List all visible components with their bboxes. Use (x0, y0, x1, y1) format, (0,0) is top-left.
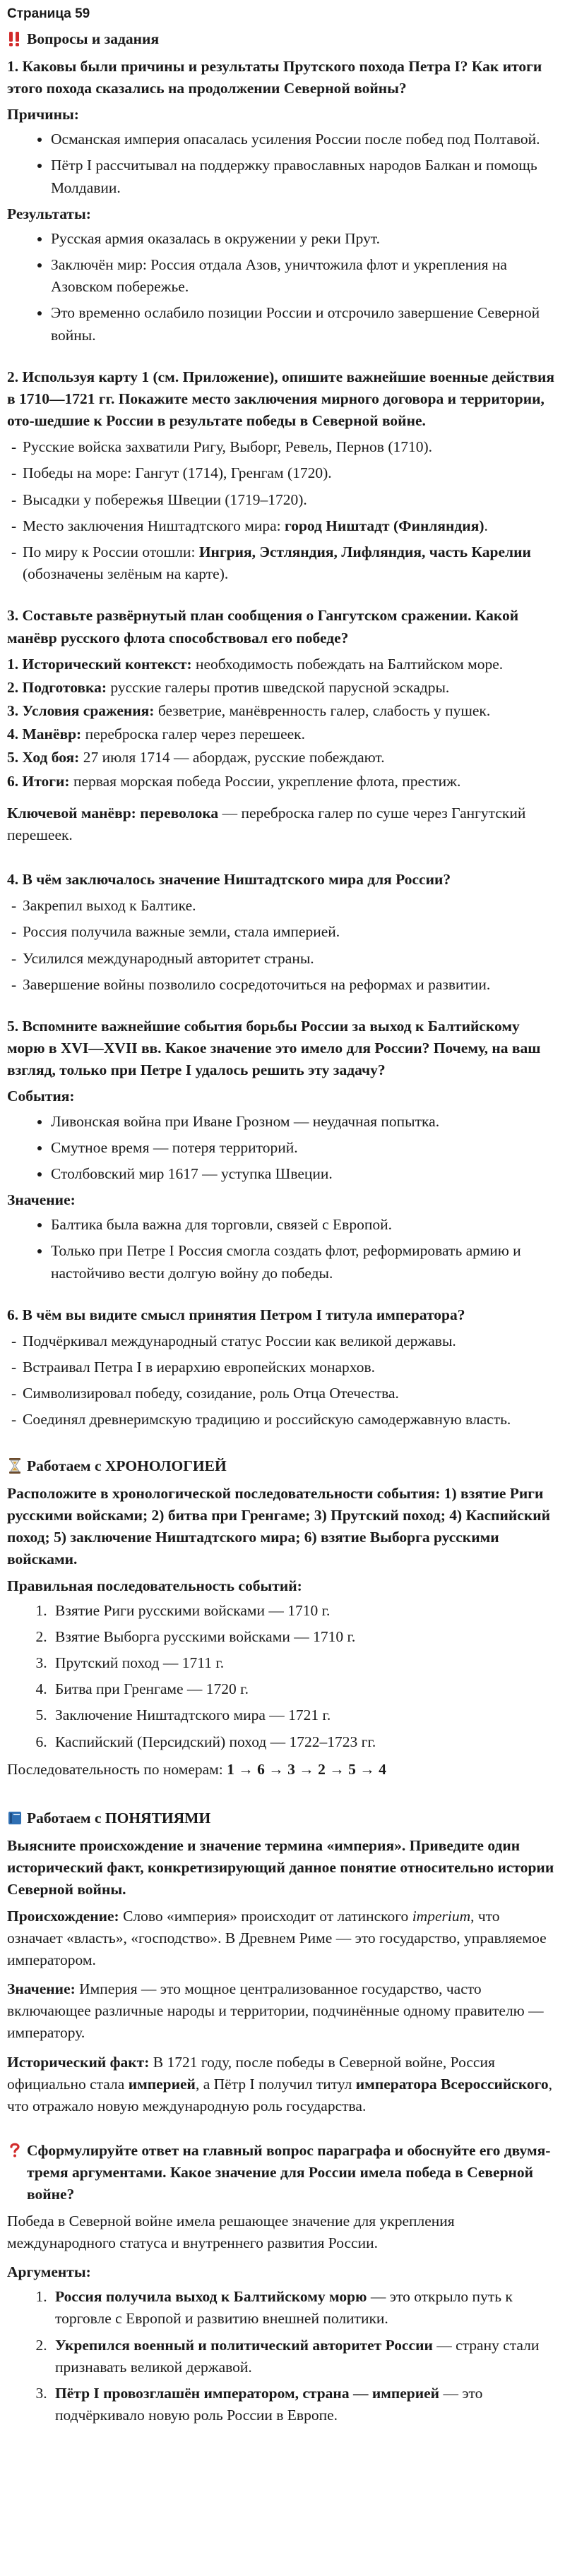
page-number: Страница 59 (7, 6, 90, 21)
section-title-text: Вопросы и задания (27, 30, 160, 47)
list-item: - Место заключения Ништадтского мира: город Ништадт (Финляндия). (7, 515, 558, 537)
military-actions-list (7, 436, 558, 585)
main-question-text: Сформулируйте ответ на главный вопрос параграфа и обоснуйте его двумя-тремя аргументами. Какое значение для России имела победа в Северной войне? (27, 2142, 551, 2203)
list-item: • Русская армия оказалась в окружении у реки Прут. (51, 228, 558, 250)
list-item: - Встраивал Петра I в иерархию европейских монархов. (7, 1356, 558, 1378)
plan-item: 5. Ход боя: 27 июля 1714 — абордаж, русские побеждают. (7, 749, 385, 766)
list-item: 5. Заключение Ништадтского мира — 1721 г. (51, 1704, 558, 1726)
gangut-plan (7, 654, 558, 793)
question-4: 4. В чём заключалось значение Ништадтского мира для России? (7, 871, 451, 889)
plan-item: 4. Манёвр: переброска галер через перешеек. (7, 726, 306, 743)
concepts-task: Выясните происхождение и значение термина «империя». Приведите один исторический факт, конкретизирующий данное понятие относительно истории Северной войны. (7, 1837, 554, 1898)
events-label: События: (7, 1088, 75, 1105)
book-icon (7, 1810, 23, 1826)
list-item: • Османская империя опасалась усиления России после побед под Полтавой. (51, 128, 558, 150)
section-concepts-title (7, 1807, 558, 1829)
list-item: • Это временно ослабило позиции России и отсрочило завершение Северной войны. (51, 302, 558, 346)
causes-label: Причины: (7, 106, 79, 124)
question-mark-icon (7, 2141, 23, 2158)
list-item: 6. Каспийский (Персидский) поход — 1722–1723 гг. (51, 1731, 558, 1753)
plan-item: 1. Исторический контекст: необходимость побеждать на Балтийском море. (7, 655, 504, 673)
list-item: - Усилился международный авторитет страны. (7, 948, 558, 970)
list-item: - Русские войска захватили Ригу, Выборг, Ревель, Пернов (1710). (7, 436, 558, 458)
meaning-label: Значение: (7, 1191, 76, 1209)
list-item: • Только при Петре I Россия смогла создать флот, реформировать армию и настойчиво вести долгую войну до победы. (51, 1240, 558, 1284)
question-6: 6. В чём вы видите смысл принятия Петром I титула императора? (7, 1306, 465, 1323)
section-questions-title (7, 28, 558, 50)
list-item: • Смутное время — потеря территорий. (51, 1137, 558, 1159)
question-1: 1. Каковы были причины и результаты Прутского похода Петра I? Как итоги этого похода сказались на продолжении Северной войны? (7, 57, 542, 97)
list-item: - Высадки у побережья Швеции (1719–1720). (7, 489, 558, 511)
arguments-list (7, 2286, 558, 2426)
list-item: • Балтика была важна для торговли, связей с Европой. (51, 1214, 558, 1236)
list-item: 2. Взятие Выборга русскими войсками — 1710 г. (51, 1626, 558, 1648)
question-3: 3. Составьте развёрнутый план сообщения о Гангутском сражении. Какой манёвр русского флота способствовал его победе? (7, 607, 519, 646)
chronology-order-list (7, 1600, 558, 1753)
list-item: - Соединял древнеримскую традицию и российскую самодержавную власть. (7, 1409, 558, 1431)
nystad-meaning-list (7, 895, 558, 996)
list-item: 1. Россия получила выход к Балтийскому морю — это открыло путь к торговле с Европой и развитию внешней политики. (51, 2286, 558, 2330)
section-title-text: Работаем с ХРОНОЛОГИЕЙ (27, 1457, 227, 1474)
plan-item: 2. Подготовка: русские галеры против шведской парусной эскадры. (7, 678, 450, 696)
list-item: • Ливонская война при Иване Грозном — неудачная попытка. (51, 1111, 558, 1133)
emperor-title-list (7, 1330, 558, 1431)
question-2: 2. Используя карту 1 (см. Приложение), опишите важнейшие военные действия в 1710—1721 гг. Покажите место заключения мирного договора и территории, ото-шедшие к России в результате победы в Северной войне. (7, 368, 555, 430)
list-item: - Завершение войны позволило сосредоточиться на реформах и развитии. (7, 974, 558, 996)
key-maneuver: Ключевой манёвр: переволока — переброска галер по суше через Гангутский перешеек. (7, 804, 526, 843)
list-item: • Заключён мир: Россия отдала Азов, уничтожила флот и укрепления на Азовском побережье. (51, 254, 558, 298)
results-label: Результаты: (7, 205, 91, 222)
causes-list (7, 128, 558, 199)
chronology-task: Расположите в хронологической последовательности события: 1) взятие Риги русскими войсками; 2) битва при Гренгаме; 3) Прутский поход; 4) Каспийский поход; 5) заключение Ништадтского мира; 6) взятие Выборга русскими войсками. (7, 1484, 550, 1568)
list-item: - Победы на море: Гангут (1714), Гренгам (1720). (7, 462, 558, 484)
fact-paragraph: Исторический факт: В 1721 году, после победы в Северной войне, Россия официально стала империей, а Пётр I получил титул императора Всероссийского, что отражало новую международную роль государства. (7, 2053, 553, 2114)
hourglass-icon (7, 1457, 23, 1474)
origin-paragraph: Происхождение: Слово «империя» происходит от латинского imperium, что означает «власть», «господство». В Древнем Риме — это государство, управляемое императором. (7, 1907, 547, 1968)
list-item: - Россия получила важные земли, стала империей. (7, 921, 558, 943)
list-item: • Столбовский мир 1617 — уступка Швеции. (51, 1163, 558, 1185)
list-item: • Пётр I рассчитывал на поддержку православных народов Балкан и помощь Молдавии. (51, 155, 558, 198)
list-item: 3. Пётр I провозглашён императором, страна — империей — это подчёркивало новую роль России в Европе. (51, 2383, 558, 2426)
list-item: - Подчёркивал международный статус России как великой державы. (7, 1330, 558, 1352)
list-item: 3. Прутский поход — 1711 г. (51, 1652, 558, 1674)
events-list (7, 1111, 558, 1186)
list-item: - По миру к России отошли: Ингрия, Эстляндия, Лифляндия, часть Карелии (обозначены зелёным на карте). (7, 541, 558, 585)
meaning-paragraph: Значение: Империя — это мощное централизованное государство, часто включающее различные народы и территории, подчинённые одному правителю — императору. (7, 1980, 544, 2042)
plan-item: 3. Условия сражения: безветрие, манёвренность галер, слабость у пушек. (7, 702, 491, 720)
section-title-text: Работаем с ПОНЯТИЯМИ (27, 1809, 211, 1826)
list-item: - Закрепил выход к Балтике. (7, 895, 558, 917)
list-item: - Символизировал победу, созидание, роль Отца Отечества. (7, 1383, 558, 1404)
arguments-label: Аргументы: (7, 2263, 91, 2280)
sequence-answer: Последовательность по номерам: 1 → 6 → 3 → 2 → 5 → 4 (7, 1760, 386, 1778)
main-answer: Победа в Северной войне имела решающее значение для укрепления международного статуса и внутреннего развития России. (7, 2212, 455, 2251)
list-item: 4. Битва при Гренгаме — 1720 г. (51, 1678, 558, 1700)
meaning-list (7, 1214, 558, 1284)
results-list (7, 228, 558, 347)
section-chronology-title (7, 1455, 558, 1477)
order-label: Правильная последовательность событий: (7, 1577, 302, 1594)
list-item: 2. Укрепился военный и политический авторитет России — страну стали признавать великой державой. (51, 2335, 558, 2378)
question-5: 5. Вспомните важнейшие события борьбы России за выход к Балтийскому морю в XVI—XVII вв. Какое значение это имело для России? Почему, на ваш взгляд, только при Петре I удалось решить эту задачу? (7, 1017, 541, 1079)
plan-item: 6. Итоги: первая морская победа России, укрепление флота, престиж. (7, 772, 461, 790)
double-exclamation-icon (7, 30, 23, 47)
main-question (7, 2140, 558, 2206)
list-item: 1. Взятие Риги русскими войсками — 1710 г. (51, 1600, 558, 1622)
